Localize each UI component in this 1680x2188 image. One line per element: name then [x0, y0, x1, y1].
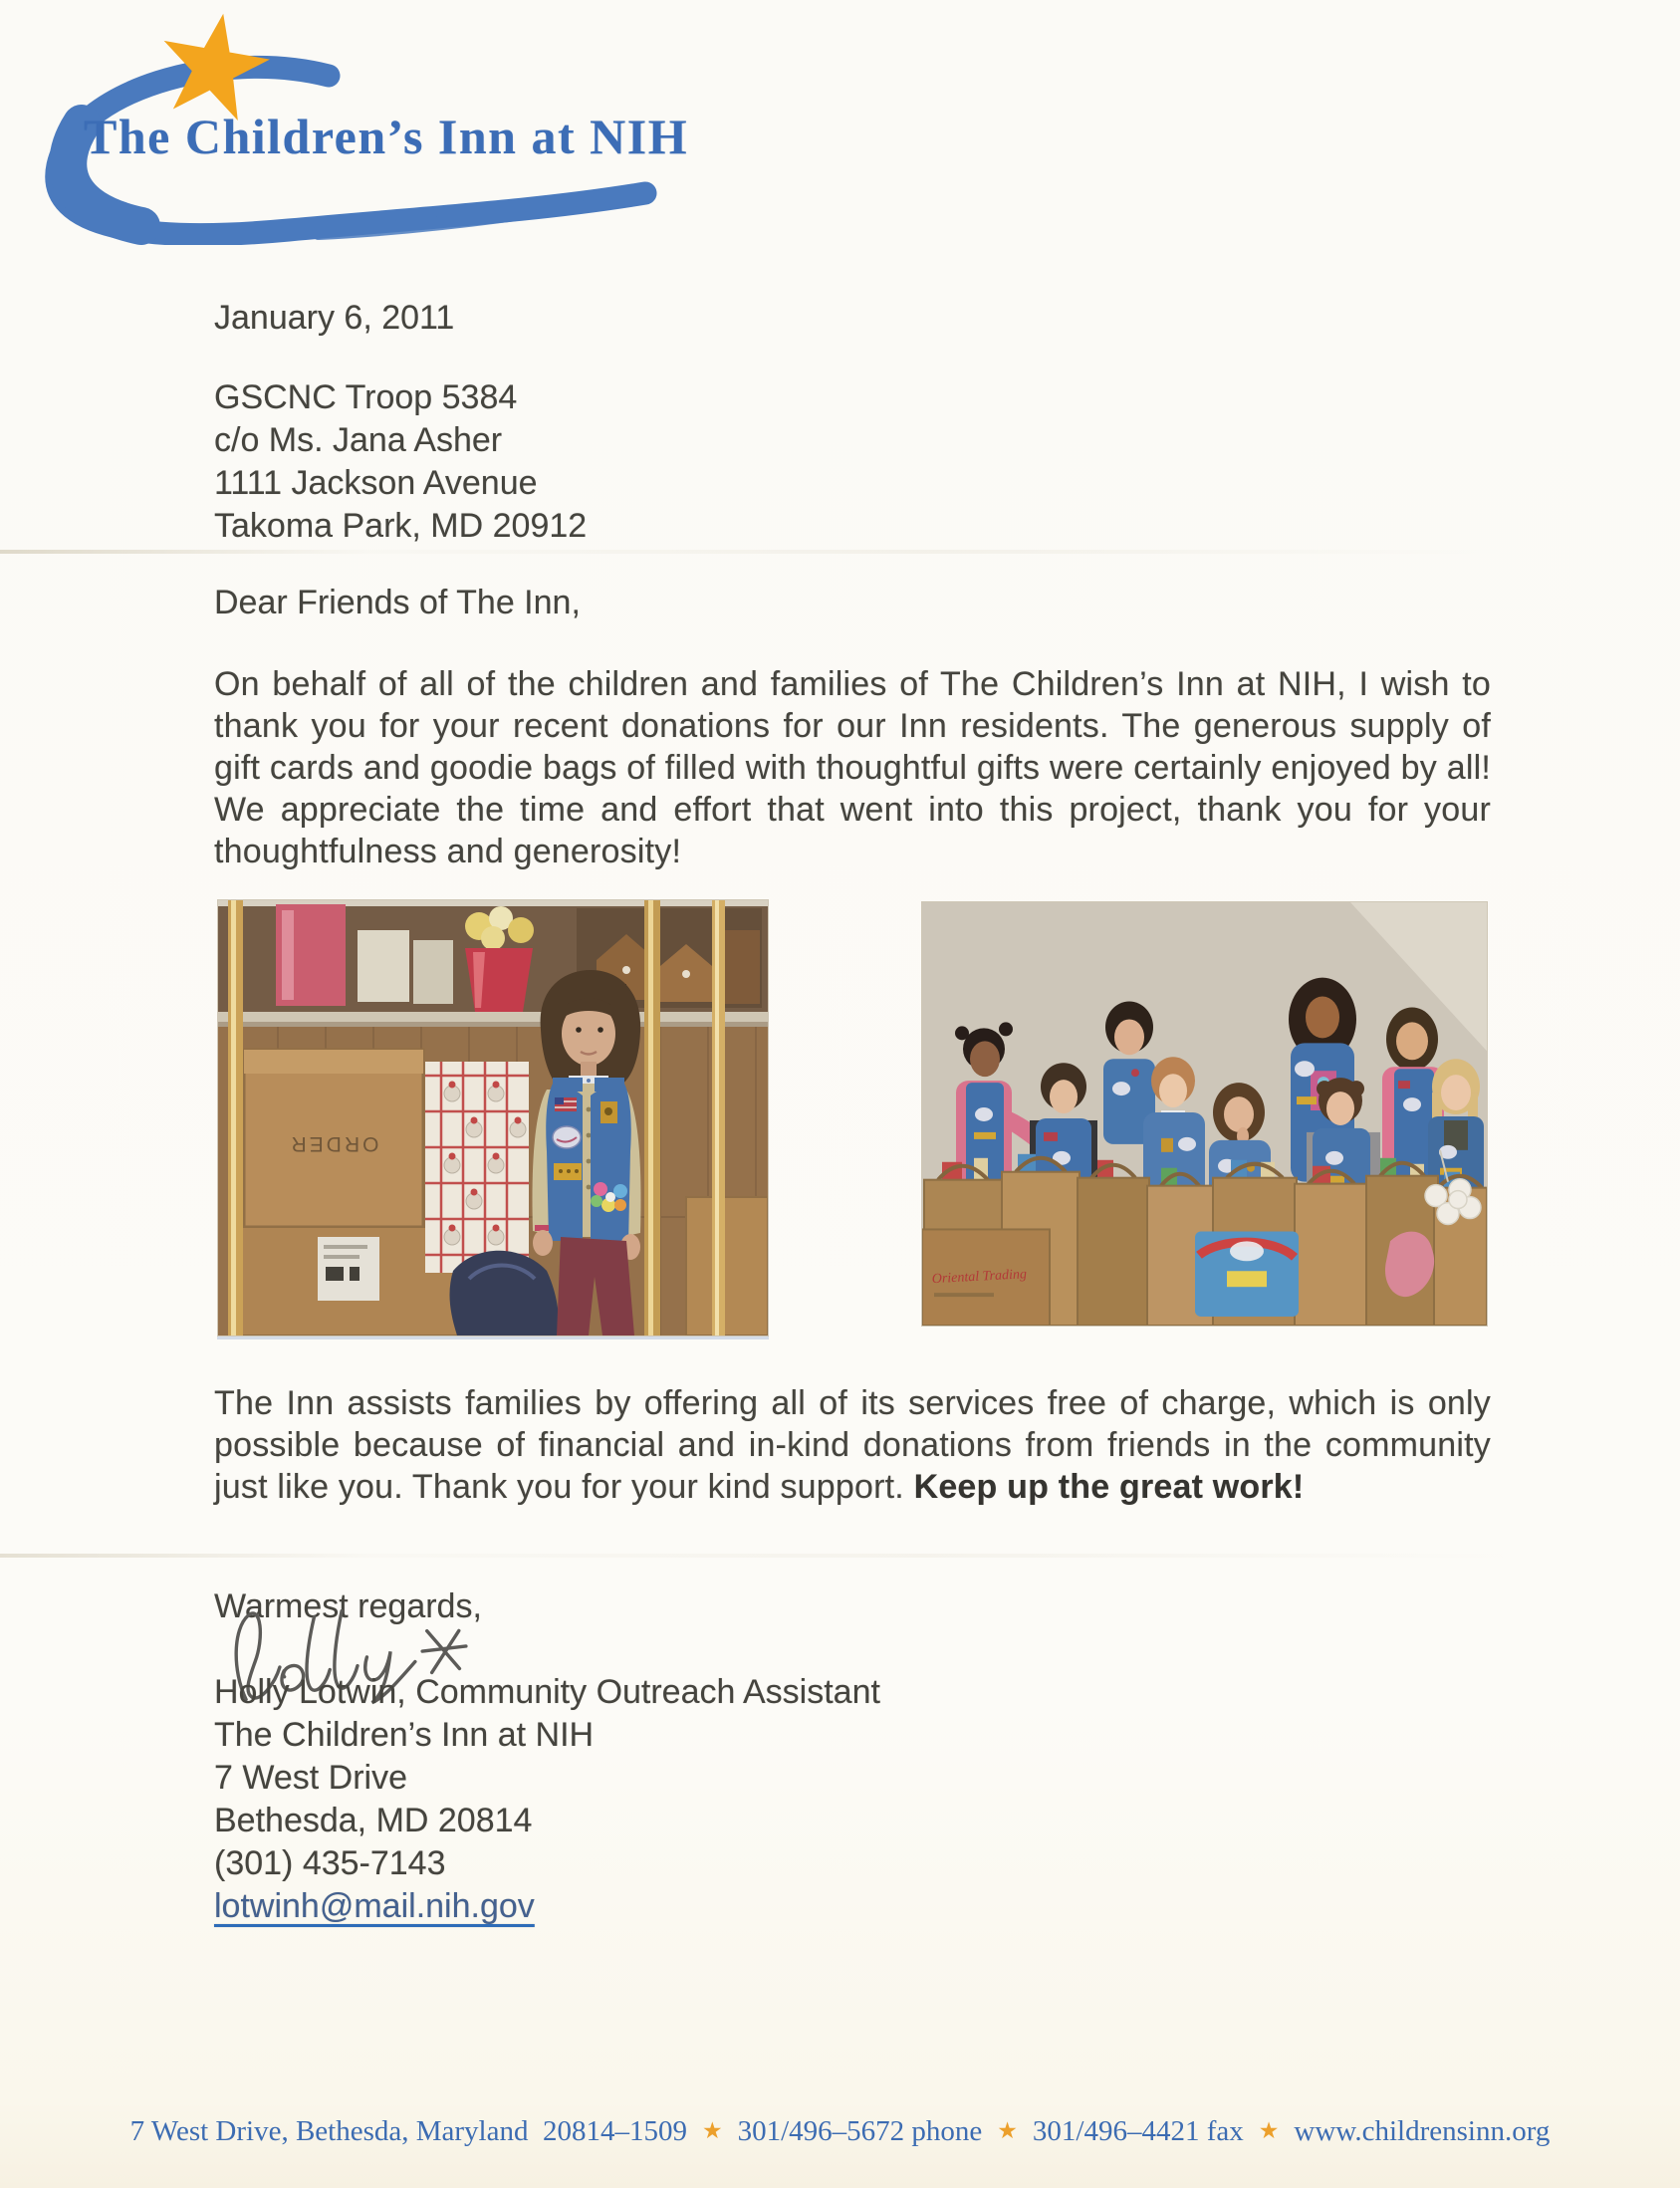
footer-phone: 301/496–5672 phone: [737, 2115, 983, 2147]
star-icon: [152, 6, 276, 124]
footer-fax: 301/496–4421 fax: [1032, 2115, 1244, 2147]
star-separator-icon: ★: [1258, 2118, 1280, 2143]
star-separator-icon: ★: [997, 2118, 1018, 2143]
svg-text:ORDER: ORDER: [288, 1132, 379, 1155]
svg-text:Oriental Trading: Oriental Trading: [931, 1267, 1028, 1288]
signer-org: The Children’s Inn at NIH: [214, 1716, 595, 1754]
recipient-line: 1111 Jackson Avenue: [214, 464, 538, 502]
paragraph-2-bold-text: Keep up the great work!: [913, 1468, 1305, 1506]
closing-line: Warmest regards,: [214, 1587, 482, 1625]
photo-girl-with-donation-boxes: [217, 899, 769, 1337]
footer-website: www.childrensinn.org: [1294, 2115, 1551, 2147]
recipient-line: GSCNC Troop 5384: [214, 378, 518, 416]
body-paragraph-2: [214, 1382, 1491, 1508]
signer-name-title: Holly Lotwin, Community Outreach Assistant: [214, 1673, 880, 1711]
signer-email-link[interactable]: lotwinh@mail.nih.gov: [214, 1887, 535, 1925]
photo-left-illustration: [218, 900, 768, 1336]
signer-address-line: Bethesda, MD 20814: [214, 1802, 533, 1839]
photo-troop-with-gift-bags: [921, 901, 1488, 1327]
signer-phone: (301) 435-7143: [214, 1844, 446, 1882]
fold-crease: [0, 550, 1680, 554]
signer-address-line: 7 West Drive: [214, 1759, 407, 1797]
footer-address: 7 West Drive, Bethesda, Maryland 20814–1509: [129, 2115, 687, 2147]
logo-title: The Children’s Inn at NIH: [84, 109, 689, 164]
photo-right-illustration: [922, 902, 1487, 1326]
recipient-address-block: [214, 376, 587, 548]
body-paragraph-1: On behalf of all of the children and families of The Children’s Inn at NIH, I wish to thank you for your recent donations for our Inn residents. The generous supply of gift cards and goodie bags of filled with thoughtful gifts were certainly enjoyed by all! We appreciate the time and effort that went into this project, thank you for your thoughtfulness and generosity!: [214, 665, 1491, 870]
letter-date: January 6, 2011: [214, 299, 455, 337]
letterhead-footer: [0, 2115, 1680, 2148]
salutation: Dear Friends of The Inn,: [214, 584, 581, 621]
recipient-line: Takoma Park, MD 20912: [214, 507, 588, 545]
paragraph-2-text: The Inn assists families by offering all of its services free of charge, which is only possible because of financial and in-kind donations from friends in the community just like you. Thank you for your kind support.: [214, 1384, 1491, 1506]
fold-crease: [0, 1554, 1680, 1558]
signature-block: [214, 1671, 880, 1928]
recipient-line: c/o Ms. Jana Asher: [214, 421, 503, 459]
star-separator-icon: ★: [701, 2118, 723, 2143]
